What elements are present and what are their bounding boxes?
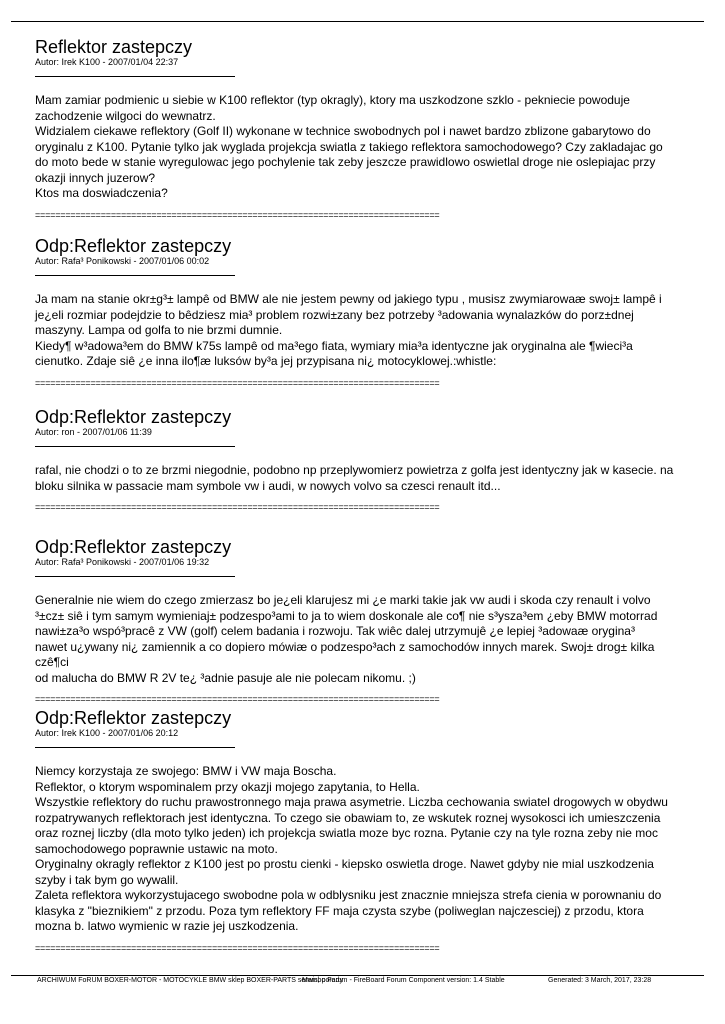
post-line: je¿eli rozmiar podejdzie to bêdziesz mia³ problem rozwi±zany bez potrzeby ³adowania wynalazków do porz±dnej xyxy=(35,307,634,322)
post-separator: ================================================================================ xyxy=(35,942,440,953)
post-line: Reflektor, o ktorym wspominalem przy okazji mojego zapytania, to Hella. xyxy=(35,779,420,794)
post-meta: Autor: Rafa³ Ponikowski - 2007/01/06 19:32 xyxy=(35,557,210,567)
post-line: Oryginalny okragly reflektor z K100 jest po prostu cienki - kiepsko oswietla droge. Nawet gdyby nie mial uszkodzenia xyxy=(35,857,654,871)
post-body xyxy=(35,93,685,202)
footer-center: Mambo Forum - FireBoard Forum Component version: 1.4 Stable xyxy=(302,977,505,984)
post xyxy=(35,37,685,220)
post-separator: ================================================================================ xyxy=(35,377,440,388)
top-rule xyxy=(11,21,704,22)
footer-left: ARCHIWUM FoRUM BOXER-MOTOR - MOTOCYKLE BMW sklep BOXER-PARTS serwis, porady xyxy=(37,977,343,984)
post-line: mozna b. latwo wymienic w razie jej uszkodzenia. xyxy=(35,919,299,933)
post-line: nawet u¿ywany ni¿ zamiennik a co dopiero mówiæ o podzespo³ach z samochodów innych marek. Swoj± drog± kilka czê¶ci xyxy=(35,639,658,669)
post-line: klasyka z "bieznikiem" z przodu. Poza tym reflektory FF maja czysta szybe (poliweglan najczesciej) z przodu, ktora xyxy=(35,903,644,918)
post xyxy=(35,236,685,388)
post-line: ³±cz± siê i tym samym wymieniaj± podzespo³ami to ja to wiem doskonale ale co¶ nie s³ysza³em ¿eby BMW motorrad xyxy=(35,608,658,623)
post-line: Ktos ma doswiadczenia? xyxy=(35,186,168,200)
post-title: Odp:Reflektor zastepczy xyxy=(35,537,232,557)
post-line: oraz roznej liczby (dla moto tylko jeden) ich projekcja swiatla moze byc rozna. Pytanie czy na tyle rozna zeby nie moc xyxy=(35,826,658,840)
post-meta: Autor: Irek K100 - 2007/01/06 20:12 xyxy=(35,728,179,738)
post-separator: ================================================================================ xyxy=(35,502,440,512)
title-underline xyxy=(35,275,235,276)
post-body xyxy=(35,292,685,370)
post-line: cienutko. Zdaje siê ¿e inna ilo¶æ luksów by³a jej przypisana ni¿ motocyklowej.:whistle: xyxy=(35,354,497,368)
post-meta: Autor: ron - 2007/01/06 11:39 xyxy=(35,427,152,437)
post-line: Generalnie nie wiem do czego zmierzasz bo je¿eli klarujesz mi ¿e marki takie jak vw audi i skoda czy renault i volvo xyxy=(35,593,651,607)
post-line: do moto bede w stanie wyregulowac jego pochylenie tak zeby jeszcze prawidlowo oswietlal droge nie oslepiajac przy xyxy=(35,155,656,169)
post-line: bloku silnika w passacie mam symbole vw i audi, w nowych volvo sa czesci renault itd... xyxy=(35,478,501,493)
post-title: Odp:Reflektor zastepczy xyxy=(35,708,232,728)
post-line: nawi±za³o wspó³pracê z VW (golf) celem badania i rozwoju. Tak wiêc dalej utrzymujê ¿e lepiej ³adowaæ orygina³ xyxy=(35,624,635,638)
post-line: zachodzenie wilgoci do wewnatrz. xyxy=(35,108,216,123)
footer-rule xyxy=(11,975,704,976)
post-line: Kiedy¶ w³adowa³em do BMW k75s lampê od ma³ego fiata, wymiary mia³a identyczne jak oryginalna ale ¶wieci³a xyxy=(35,338,633,353)
post-meta: Autor: Irek K100 - 2007/01/04 22:37 xyxy=(35,57,179,67)
post-line: okazji innych juzerow? xyxy=(35,170,156,185)
post-line: Zaleta reflektora wykorzystujacego swobodne pola w odblysniku jest znacznie mniejsza strefa cienia w porownaniu do xyxy=(35,888,662,902)
post-title: Reflektor zastepczy xyxy=(35,37,193,57)
post-body xyxy=(35,463,685,494)
post xyxy=(35,708,685,953)
post xyxy=(35,407,685,512)
post-line: rafal, nie chodzi o to ze brzmi niegodnie, podobno np przeplywomierz powietrza z golfa jest identyczny jak w kasecie. na xyxy=(35,463,674,477)
post-meta: Autor: Rafa³ Ponikowski - 2007/01/06 00:02 xyxy=(35,256,210,266)
post-line: rozpatrywanych reflektorach jest identyczna. To czego sie obawiam to, ze wskutek roznej wysokosci ich umieszczenia xyxy=(35,810,661,825)
title-underline xyxy=(35,747,235,748)
post-title: Odp:Reflektor zastepczy xyxy=(35,236,232,256)
post-line: szyby i tak bym go wywalil. xyxy=(35,872,179,887)
post-line: samochodowego poprawnie ustawic na moto. xyxy=(35,841,278,856)
post-separator: ================================================================================ xyxy=(35,209,440,220)
post xyxy=(35,537,685,704)
post-body xyxy=(35,764,685,935)
post-line: maszyny. Lampa od golfa to nie brzmi dumnie. xyxy=(35,323,283,337)
post-line: Niemcy korzystaja ze swojego: BMW i VW maja Boscha. xyxy=(35,764,337,778)
title-underline xyxy=(35,76,235,77)
footer-right: Generated: 3 March, 2017, 23:28 xyxy=(548,977,652,984)
post-title: Odp:Reflektor zastepczy xyxy=(35,407,232,427)
post-line: oryginalu z K100. Pytanie tylko jak wyglada projekcja swiatla z takiego reflektora samochodowego? Czy zakladajac go xyxy=(35,139,663,154)
post-body xyxy=(35,593,685,686)
post-separator: ================================================================================ xyxy=(35,694,440,704)
post-line: Widzialem ciekawe reflektory (Golf II) wykonane w technice swobodnych pol i nawet bardzo zblizone gabarytowo do xyxy=(35,124,651,138)
post-line: od malucha do BMW R 2V te¿ ³adnie pasuje ale nie polecam nikomu. ;) xyxy=(35,670,416,685)
title-underline xyxy=(35,446,235,447)
title-underline xyxy=(35,576,235,577)
post-line: Wszystkie reflektory do ruchu prawostronnego maja prawa asymetrie. Liczba cechowania swiatel drogowych w obydwu xyxy=(35,795,668,809)
post-line: Mam zamiar podmienic u siebie w K100 reflektor (typ okragly), ktory ma uszkodzone szklo - pekniecie powoduje xyxy=(35,93,630,107)
post-line: Ja mam na stanie okr±g³± lampê od BMW ale nie jestem pewny od jakiego typu , musisz zwymiarowaæ swoj± lampê i xyxy=(35,292,662,306)
